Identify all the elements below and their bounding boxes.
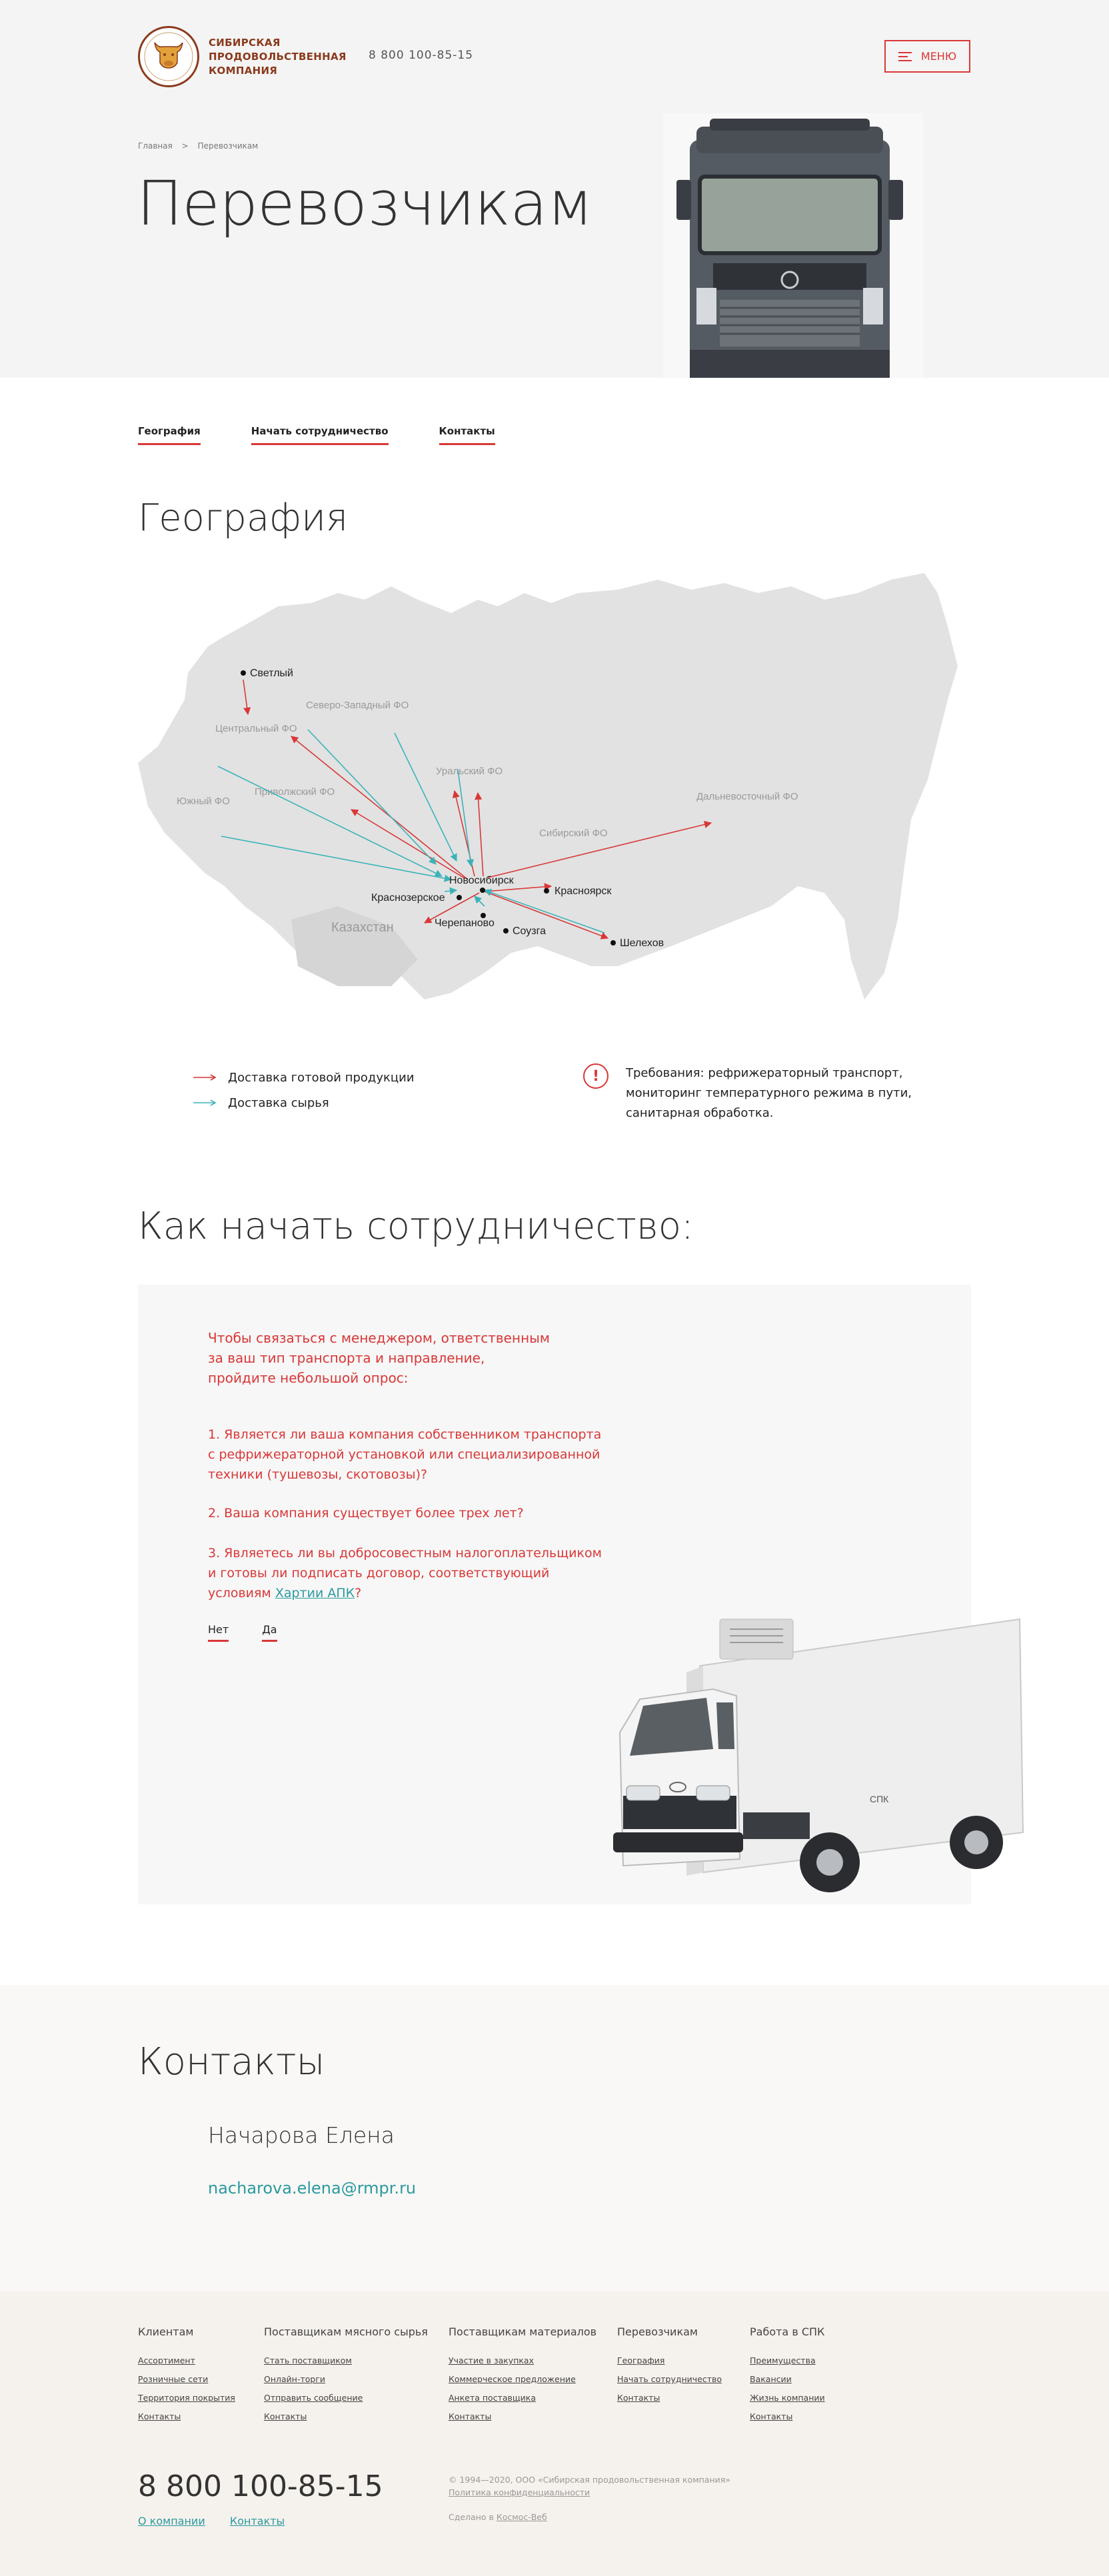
requirements-text: Требования: рефрижераторный транспорт, мониторинг температурного режима в пути, санитарная обработка.: [626, 1066, 912, 1120]
developer-link[interactable]: Космос-Веб: [496, 2512, 547, 2522]
footer-link[interactable]: Онлайн-торги: [264, 2374, 326, 2384]
footer-column-meat-suppliers: Поставщикам мясного сырья Стать поставщиком Онлайн-торги Отправить сообщение Контакты: [264, 2325, 428, 2421]
tab-start-cooperation[interactable]: Начать сотрудничество: [251, 425, 389, 445]
city-label: Красноярск: [554, 886, 612, 897]
legend-raw-materials: Доставка сырья: [193, 1090, 415, 1115]
region-label: Южный ФО: [177, 796, 230, 807]
footer-link[interactable]: Преимущества: [750, 2355, 816, 2365]
page-title: Перевозчикам: [137, 168, 593, 239]
city-label: Шелехов: [620, 938, 664, 949]
company-logo[interactable]: [138, 26, 347, 87]
footer-link[interactable]: Розничные сети: [138, 2374, 209, 2384]
footer-link[interactable]: Анкета поставщика: [449, 2393, 536, 2403]
cooperation-title: Как начать сотрудничество:: [138, 1205, 694, 1248]
charter-link[interactable]: Хартии АПК: [275, 1586, 355, 1601]
logo-text: СИБИРСКАЯ ПРОДОВОЛЬСТВЕННАЯ КОМПАНИЯ: [209, 36, 347, 77]
footer-link[interactable]: Стать поставщиком: [264, 2355, 352, 2365]
teal-arrow-icon: [193, 1099, 216, 1107]
breadcrumb: [138, 141, 258, 151]
footer-link[interactable]: Вакансии: [750, 2374, 792, 2384]
truck-front-image: [663, 113, 923, 378]
region-label: Северо-Западный ФО: [306, 700, 409, 711]
made-by: Сделано в Космос-Веб: [449, 2512, 547, 2522]
region-label: Дальневосточный ФО: [696, 791, 798, 802]
survey-answers: [208, 1623, 311, 1642]
transport-requirements: [583, 1063, 926, 1123]
region-label: Приволжский ФО: [255, 786, 335, 798]
refrigerator-truck-image: [613, 1612, 1033, 1919]
city-label: Краснозерское: [371, 892, 445, 904]
footer-link[interactable]: Жизнь компании: [750, 2393, 825, 2403]
footer-link[interactable]: География: [617, 2355, 665, 2365]
footer-column-carriers: Перевозчикам География Начать сотрудничество Контакты: [617, 2325, 722, 2403]
footer-link[interactable]: Коммерческое предложение: [449, 2374, 576, 2384]
hero-section: [0, 0, 1109, 378]
city-label: Черепаново: [435, 918, 495, 929]
contact-email-link[interactable]: nacharova.elena@rmpr.ru: [208, 2179, 417, 2198]
footer-phone[interactable]: 8 800 100-85-15: [138, 2469, 383, 2503]
city-label: Соузга: [513, 926, 546, 937]
tab-geography[interactable]: География: [138, 425, 201, 445]
footer-link[interactable]: Контакты: [264, 2411, 307, 2421]
footer-link[interactable]: Контакты: [617, 2393, 660, 2403]
privacy-policy-link[interactable]: Политика конфиденциальности: [449, 2487, 590, 2497]
breadcrumb-separator: >: [181, 141, 189, 151]
footer-link[interactable]: Контакты: [750, 2411, 793, 2421]
region-label: Центральный ФО: [215, 723, 297, 734]
tab-contacts[interactable]: Контакты: [439, 425, 495, 445]
region-label: Сибирский ФО: [539, 828, 608, 839]
footer-column-material-suppliers: Поставщикам материалов Участие в закупках Коммерческое предложение Анкета поставщика Контакты: [449, 2325, 597, 2421]
hamburger-icon: [898, 52, 912, 61]
city-label: Светлый: [250, 668, 293, 679]
breadcrumb-home[interactable]: Главная: [138, 141, 173, 151]
about-company-link[interactable]: О компании: [138, 2515, 205, 2527]
city-label: Новосибирск: [449, 875, 514, 886]
copyright: © 1994—2020, ООО «Сибирская продовольственная компания» Политика конфиденциальности: [449, 2475, 730, 2497]
survey-question-2: 2. Ваша компания существует более трех лет?: [208, 1506, 524, 1521]
survey-intro: Чтобы связаться с менеджером, ответственным за ваш тип транспорта и направление, пройдите небольшой опрос:: [208, 1330, 551, 1386]
contact-person-name: Начарова Елена: [208, 2122, 395, 2148]
footer-bottom-links: [138, 2515, 306, 2527]
header-phone[interactable]: 8 800 100-85-15: [369, 49, 474, 62]
legend-finished-products: Доставка готовой продукции: [193, 1065, 415, 1090]
footer-link[interactable]: Контакты: [449, 2411, 492, 2421]
exclamation-icon: !: [583, 1063, 608, 1089]
bull-logo-icon: [138, 26, 199, 87]
footer-link[interactable]: Отправить сообщение: [264, 2393, 363, 2403]
footer-link[interactable]: Территория покрытия: [138, 2393, 235, 2403]
breadcrumb-current: Перевозчикам: [197, 141, 259, 151]
menu-label: МЕНЮ: [920, 50, 957, 63]
section-tabs: [138, 425, 546, 445]
footer-link[interactable]: Участие в закупках: [449, 2355, 534, 2365]
footer-link[interactable]: Начать сотрудничество: [617, 2374, 722, 2384]
contacts-title: Контакты: [138, 2040, 325, 2084]
svg-text:СПК: СПК: [870, 1794, 889, 1804]
footer-contacts-link[interactable]: Контакты: [229, 2515, 285, 2527]
region-label: Уральский ФО: [436, 766, 503, 777]
footer-column-clients: Клиентам Ассортимент Розничные сети Территория покрытия Контакты: [138, 2325, 235, 2421]
footer-link[interactable]: Контакты: [138, 2411, 181, 2421]
contacts-section: [0, 1985, 1109, 2291]
red-arrow-icon: [193, 1073, 216, 1081]
menu-button[interactable]: [884, 40, 970, 73]
geography-title: География: [138, 496, 349, 540]
survey-question-3: 3. Являетесь ли вы добросовестным налогоплательщиком и готовы ли подписать договор, соответствующий условиям Хартии АПК?: [208, 1546, 602, 1601]
survey-question-1: 1. Является ли ваша компания собственником транспорта с рефрижераторной установкой или специализированной техники (тушевозы, скотовозы)?: [208, 1427, 602, 1482]
map-legend: [193, 1065, 415, 1115]
footer-column-careers: Работа в СПК Преимущества Вакансии Жизнь компании Контакты: [750, 2325, 825, 2421]
yes-button[interactable]: Да: [262, 1623, 277, 1642]
russia-delivery-map: [138, 573, 958, 1019]
footer-link[interactable]: Ассортимент: [138, 2355, 195, 2365]
no-button[interactable]: Нет: [208, 1623, 229, 1642]
region-label: Казахстан: [331, 920, 394, 935]
